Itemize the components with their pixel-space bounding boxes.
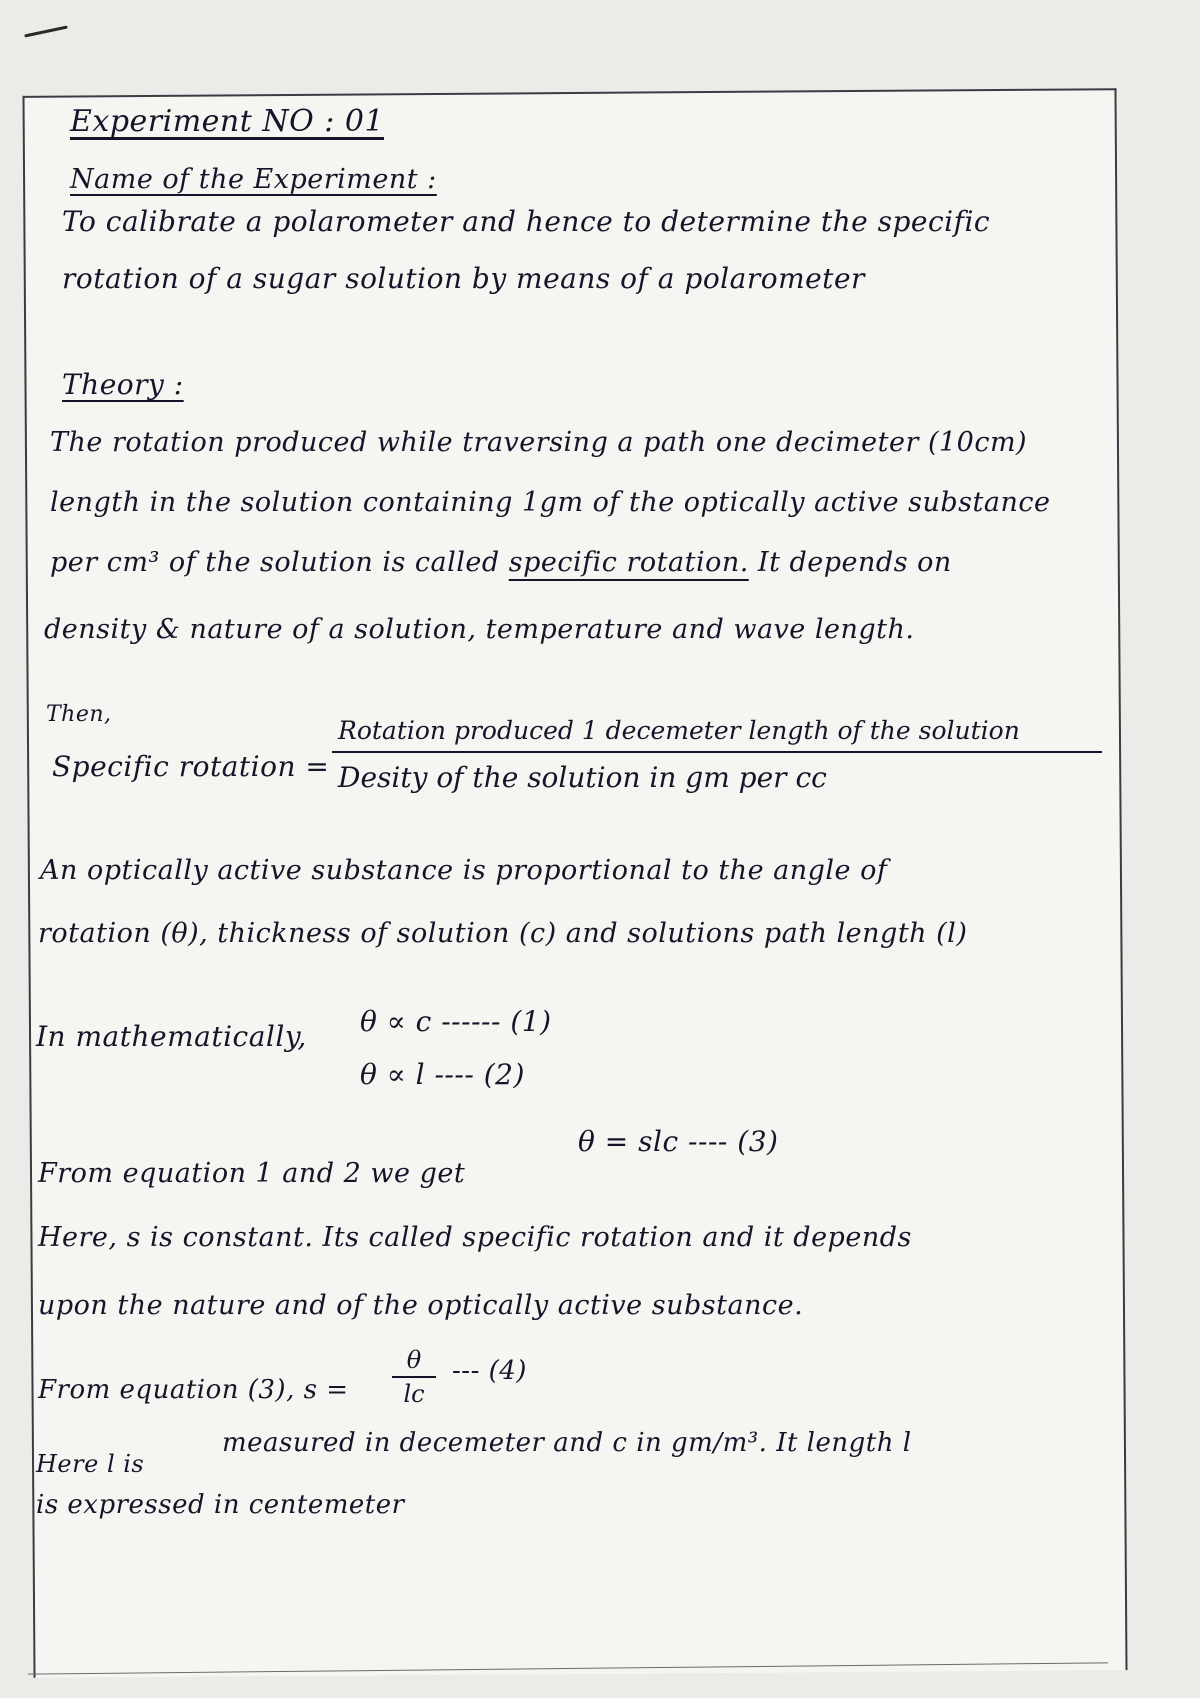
theory-line-1: The rotation produced while traversing a path one decimeter (10cm): [50, 427, 1028, 458]
from-equation-text: From equation 1 and 2 we get: [38, 1158, 466, 1189]
then-label: Then,: [46, 702, 112, 727]
theory-line-3-start: per cm³ of the solution is called: [50, 547, 500, 578]
equation-3: θ = slc ---- (3): [578, 1125, 779, 1158]
pen-mark: [24, 25, 68, 37]
aim-line-2: rotation of a sugar solution by means of a polarometer: [62, 262, 865, 295]
math-label: In mathematically,: [36, 1020, 307, 1053]
formula-denominator: Desity of the solution in gm per cc: [338, 761, 827, 794]
s-fraction: [392, 1346, 436, 1408]
units-line-1-start: Here l is: [36, 1450, 145, 1478]
units-line-2: is expressed in centemeter: [36, 1490, 405, 1520]
units-line-1-end: measured in decemeter and c in gm/m³. It length l: [222, 1428, 912, 1458]
constant-line-2: upon the nature and of the optically active substance.: [38, 1290, 804, 1321]
s-fraction-numerator: θ: [406, 1346, 422, 1374]
formula-lhs: Specific rotation =: [52, 750, 330, 783]
name-heading: Name of the Experiment :: [70, 164, 437, 195]
equation-2: θ ∝ l ---- (2): [360, 1058, 525, 1091]
specific-rotation-fraction: [332, 716, 1102, 794]
s-fraction-bar: [392, 1376, 436, 1378]
theory-heading: Theory :: [62, 368, 184, 401]
para2-line-2: rotation (θ), thickness of solution (c) and solutions path length (l): [38, 918, 968, 949]
eq4-suffix: --- (4): [452, 1356, 527, 1386]
specific-rotation-term: specific rotation.: [508, 547, 749, 578]
experiment-heading: Experiment NO : 01: [70, 104, 385, 139]
aim-line-1: To calibrate a polarometer and hence to determine the specific: [62, 205, 991, 238]
para2-line-1: An optically active substance is proportional to the angle of: [40, 855, 888, 886]
formula-numerator: Rotation produced 1 decemeter length of the solution: [338, 716, 1020, 745]
theory-line-2: length in the solution containing 1gm of the optically active substance: [50, 487, 1051, 518]
theory-line-4: density & nature of a solution, temperature and wave length.: [44, 614, 915, 645]
eq4-prefix: From equation (3), s =: [38, 1375, 349, 1405]
equation-1: θ ∝ c ------ (1): [360, 1005, 552, 1038]
theory-line-3-end: It depends on: [757, 547, 952, 578]
theory-line-3: [50, 547, 952, 578]
s-fraction-denominator: lc: [403, 1380, 425, 1408]
fraction-bar: [332, 751, 1102, 753]
constant-line-1: Here, s is constant. Its called specific rotation and it depends: [38, 1222, 912, 1253]
